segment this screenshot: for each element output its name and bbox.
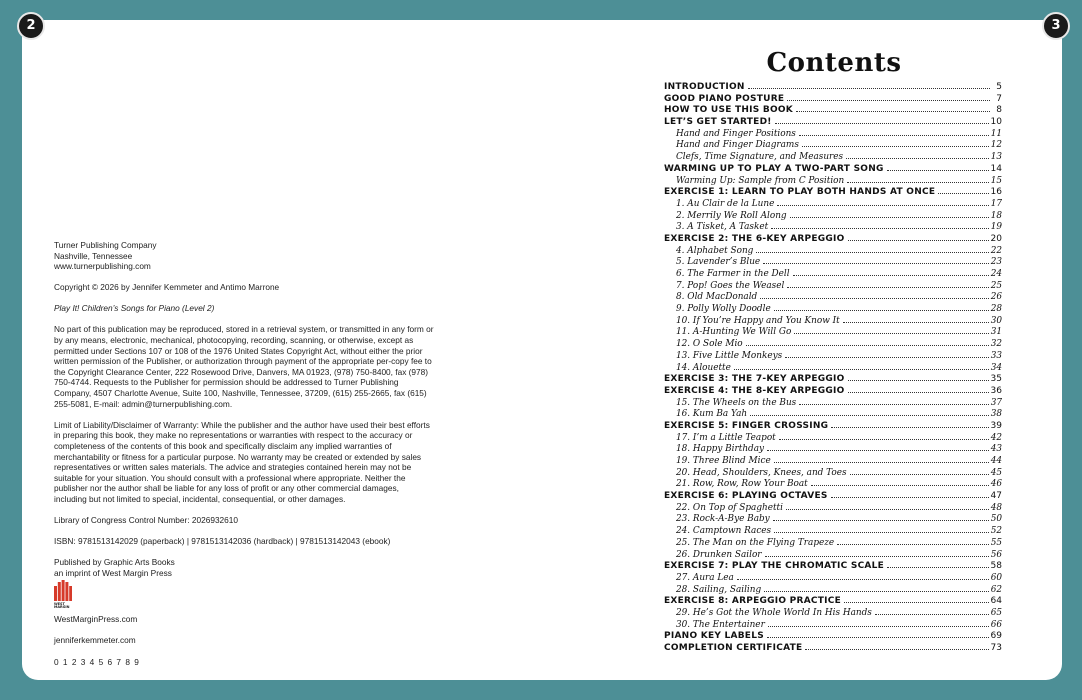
toc-entry-page: 7 xyxy=(996,93,1002,104)
dot-leader xyxy=(799,135,989,136)
toc-entry-page: 11 xyxy=(990,128,1002,139)
toc-entry-label: EXERCISE 6: PLAYING OCTAVES xyxy=(664,491,828,502)
toc-entry-label: Hand and Finger Diagrams xyxy=(676,140,799,151)
toc-entry xyxy=(664,585,1002,597)
dot-leader xyxy=(760,298,988,299)
dot-leader xyxy=(831,497,989,498)
toc-entry-page: 16 xyxy=(990,187,1002,198)
toc-entry-label: 12. O Sole Mio xyxy=(676,339,743,350)
dot-leader xyxy=(779,439,989,440)
toc-entry xyxy=(664,316,1002,328)
toc-entry-label: 4. Alphabet Song xyxy=(676,245,754,256)
toc-entry-page: 5 xyxy=(996,82,1002,92)
toc-entry-page: 50 xyxy=(990,514,1002,525)
toc-entry xyxy=(664,164,1002,176)
book-title: Play It! Children’s Songs for Piano (Level 2) xyxy=(54,303,215,314)
toc-entry-page: 32 xyxy=(990,339,1002,350)
toc-entry-page: 25 xyxy=(990,280,1002,291)
dot-leader xyxy=(799,404,988,405)
toc-entry-page: 13 xyxy=(990,152,1002,163)
toc-entry-page: 28 xyxy=(990,304,1002,315)
toc-entry xyxy=(664,281,1002,293)
dot-leader xyxy=(790,217,989,218)
toc-entry-label: EXERCISE 3: THE 7-KEY ARPEGGIO xyxy=(664,374,845,385)
dot-leader xyxy=(774,462,989,463)
toc-entry-label: 22. On Top of Spaghetti xyxy=(676,502,783,513)
toc-entry-label: 19. Three Blind Mice xyxy=(676,456,771,466)
toc-entry xyxy=(664,386,1002,398)
toc-entry-page: 38 xyxy=(990,409,1002,420)
toc-entry xyxy=(664,211,1002,223)
toc-entry-page: 37 xyxy=(990,397,1002,408)
toc-entry-page: 35 xyxy=(990,374,1002,385)
toc-entry-page: 44 xyxy=(990,456,1002,466)
toc-entry-label: Hand and Finger Positions xyxy=(676,128,796,139)
website-author: jenniferkemmeter.com xyxy=(54,635,136,646)
toc-entry-page: 19 xyxy=(990,222,1002,233)
toc-entry xyxy=(664,456,1002,468)
toc-entry xyxy=(664,620,1002,632)
toc-entry-label: EXERCISE 1: LEARN TO PLAY BOTH HANDS AT ONCE xyxy=(664,187,936,198)
dot-leader xyxy=(748,88,990,89)
toc-entry-page: 17 xyxy=(990,198,1002,209)
toc-entry xyxy=(664,433,1002,445)
toc-entry-label: 7. Pop! Goes the Weasel xyxy=(676,280,785,291)
toc-entry-page: 12 xyxy=(990,140,1002,151)
toc-entry-page: 23 xyxy=(990,257,1002,268)
dot-leader xyxy=(787,100,990,101)
toc-entry-page: 20 xyxy=(990,233,1002,244)
toc-entry xyxy=(664,421,1002,433)
dot-leader xyxy=(850,474,989,475)
rights-notice: No part of this publication may be reproduced, stored in a retrieval system, or transmitted in any form or by any means, electronic, mechanical, photocopying, recording, scanning, or otherwise, except as permitted under Sections 107 or 108 of the 1976 United States Copyright Act, without either the prior written permission of the Publisher, or authorization through payment of the appropriate per-copy fee to the Copyright Clearance Center, 222 Rosewood Drive, Danvers, MA 01923, (978) 750-8400, fax (978) 750-4744. Requests to the Publisher for permission should be addressed to Turner Publishing Company, 4507 Charlotte Avenue, Suite 100, Nashville, Tennessee, 37209, (615) 255-2665, fax (615) 255-5081, E-mail: admin@turnerpublishing.com. xyxy=(54,324,434,409)
dot-leader xyxy=(777,205,988,206)
toc-entry xyxy=(664,526,1002,538)
dot-leader xyxy=(844,602,989,603)
toc-entry xyxy=(664,292,1002,304)
toc-entry-page: 36 xyxy=(990,385,1002,396)
toc-entry-page: 69 xyxy=(990,631,1002,642)
printing-line: 0 1 2 3 4 5 6 7 8 9 xyxy=(54,656,140,667)
dot-leader xyxy=(737,579,989,580)
toc-entry-page: 31 xyxy=(990,327,1002,338)
toc-entry-page: 58 xyxy=(990,561,1002,572)
toc-entry xyxy=(664,363,1002,375)
publisher-address: Turner Publishing Company Nashville, Tennessee www.turnerpublishing.com xyxy=(54,240,157,272)
toc-entry-page: 66 xyxy=(990,619,1002,630)
toc-entry-page: 24 xyxy=(990,269,1002,279)
toc-entry xyxy=(664,643,1002,655)
dot-leader xyxy=(775,123,989,124)
toc-entry-page: 30 xyxy=(990,315,1002,326)
toc-entry-label: 29. He’s Got the Whole World In His Hands xyxy=(676,607,872,618)
toc-entry-page: 73 xyxy=(990,643,1002,653)
toc-entry xyxy=(664,187,1002,199)
toc-entry-page: 8 xyxy=(996,105,1002,116)
toc-entry xyxy=(664,117,1002,129)
dot-leader xyxy=(734,369,989,370)
toc-entry-label: WARMING UP TO PLAY A TWO-PART SONG xyxy=(664,163,884,174)
website-publisher: WestMarginPress.com xyxy=(54,614,138,625)
toc-entry xyxy=(664,444,1002,456)
liability-disclaimer: Limit of Liability/Disclaimer of Warranty: While the publisher and the author have used their best efforts in preparing this book, they make no representations or warranties with respect to the accuracy or completeness of the contents of this book and specifically disclaim any implied warranties of merchantability or fitness for a particular purpose. No warranty may be created or extended by sales representatives or written sales materials. The advice and strategies contained herein may not be suitable for your situation. You should consult with a professional where appropriate. Neither the publisher nor the author shall be liable for any loss of profit or any other commercial damages, including but not limited to special, incidental, consequential, or other damages. xyxy=(54,419,430,504)
toc-entry xyxy=(664,468,1002,480)
toc-entry-page: 34 xyxy=(990,362,1002,373)
dot-leader xyxy=(767,450,989,451)
toc-entry-page: 56 xyxy=(990,549,1002,560)
toc-entry-label: 5. Lavender’s Blue xyxy=(676,257,761,268)
toc-entry xyxy=(664,257,1002,269)
toc-entry xyxy=(664,573,1002,585)
toc-entry xyxy=(664,608,1002,620)
toc-entry-label: 28. Sailing, Sailing xyxy=(676,584,762,595)
lccn-line: Library of Congress Control Number: 2026932610 xyxy=(54,514,239,525)
dot-leader xyxy=(785,357,989,358)
toc-entry-label: 25. The Man on the Flying Trapeze xyxy=(676,537,835,548)
toc-entry-label: HOW TO USE THIS BOOK xyxy=(664,105,794,116)
toc-entry-label: EXERCISE 7: PLAY THE CHROMATIC SCALE xyxy=(664,561,885,572)
toc-entry-label: 16. Kum Ba Yah xyxy=(676,409,748,420)
isbn-line: ISBN: 9781513142029 (paperback) | 9781513142036 (hardback) | 9781513142043 (ebook) xyxy=(54,536,391,547)
toc-entry-label: 17. I’m a Little Teapot xyxy=(676,432,776,443)
west-margin-press-logo xyxy=(54,580,72,610)
toc-entry xyxy=(664,538,1002,550)
toc-entry-page: 39 xyxy=(990,420,1002,431)
book-spread xyxy=(22,20,1062,680)
toc-entry xyxy=(664,503,1002,515)
toc-entry xyxy=(664,374,1002,386)
toc-entry-label: 1. Au Clair de la Lune xyxy=(676,198,775,209)
dot-leader xyxy=(846,158,989,159)
toc-entry xyxy=(664,339,1002,351)
dot-leader xyxy=(887,170,989,171)
toc-entry-label: 23. Rock-A-Bye Baby xyxy=(676,514,770,525)
dot-leader xyxy=(764,591,989,592)
svg-text:WEST: WEST xyxy=(54,602,65,607)
toc-entry-label: 18. Happy Birthday xyxy=(676,444,765,455)
toc-entry-page: 52 xyxy=(990,526,1002,537)
toc-entry-label: 11. A-Hunting We Will Go xyxy=(676,327,792,338)
toc-entry xyxy=(664,129,1002,141)
dot-leader xyxy=(875,614,989,615)
toc-entry xyxy=(664,550,1002,562)
dot-leader xyxy=(843,322,989,323)
toc-entry-label: EXERCISE 2: THE 6-KEY ARPEGGIO xyxy=(664,233,845,244)
toc-entry xyxy=(664,152,1002,164)
toc-entry-label: 20. Head, Shoulders, Knees, and Toes xyxy=(676,467,847,478)
toc-entry-page: 43 xyxy=(990,444,1002,455)
toc-entry-label: 9. Polly Wolly Doodle xyxy=(676,304,771,315)
toc-entry-page: 42 xyxy=(990,432,1002,443)
toc-entry-label: COMPLETION CERTIFICATE xyxy=(664,643,803,653)
toc-entry-page: 18 xyxy=(990,210,1002,221)
dot-leader xyxy=(763,263,989,264)
dot-leader xyxy=(793,275,989,276)
dot-leader xyxy=(847,182,988,183)
page-number-right: 3 xyxy=(1042,12,1070,40)
dot-leader xyxy=(938,193,988,194)
dot-leader xyxy=(848,392,989,393)
toc-entry-label: 26. Drunken Sailor xyxy=(676,549,762,560)
copyright-line: Copyright © 2026 by Jennifer Kemmeter and Antimo Marrone xyxy=(54,282,280,293)
toc-entry xyxy=(664,327,1002,339)
dot-leader xyxy=(796,111,990,112)
toc-entry-page: 10 xyxy=(990,117,1002,128)
dot-leader xyxy=(837,544,989,545)
toc-entry-page: 45 xyxy=(990,467,1002,478)
toc-entry-label: LET’S GET STARTED! xyxy=(664,117,772,128)
toc-entry-label: 3. A Tisket, A Tasket xyxy=(676,222,769,233)
toc-entry-label: INTRODUCTION xyxy=(664,82,745,92)
copyright-page xyxy=(54,240,434,678)
toc-entry-label: 21. Row, Row, Row Your Boat xyxy=(676,479,808,490)
toc-entry-label: 30. The Entertainer xyxy=(676,619,765,630)
toc-entry-page: 48 xyxy=(990,502,1002,513)
dot-leader xyxy=(805,649,988,650)
toc-entry xyxy=(664,94,1002,106)
toc-entry xyxy=(664,222,1002,234)
toc-entry-page: 15 xyxy=(990,175,1002,186)
page-number-left: 2 xyxy=(17,12,45,40)
toc-entry-label: 10. If You’re Happy and You Know It xyxy=(676,315,840,326)
dot-leader xyxy=(746,345,989,346)
dot-leader xyxy=(750,415,989,416)
toc-entry xyxy=(664,176,1002,188)
dot-leader xyxy=(756,252,988,253)
dot-leader xyxy=(765,556,989,557)
toc-entry-page: 47 xyxy=(990,491,1002,502)
dot-leader xyxy=(802,146,989,147)
toc-entry-label: 8. Old MacDonald xyxy=(676,292,758,303)
toc-entry-label: GOOD PIANO POSTURE xyxy=(664,93,785,104)
toc-entry-label: 6. The Farmer in the Dell xyxy=(676,269,790,279)
dot-leader xyxy=(774,532,989,533)
dot-leader xyxy=(887,567,989,568)
toc-entry xyxy=(664,82,1002,94)
toc-entry-label: EXERCISE 4: THE 8-KEY ARPEGGIO xyxy=(664,385,845,396)
dot-leader xyxy=(831,427,988,428)
toc-entry-label: Warming Up: Sample from C Position xyxy=(676,175,845,186)
toc-entry xyxy=(664,491,1002,503)
toc-entry-label: 27. Aura Lea xyxy=(676,572,734,583)
toc-entry-label: EXERCISE 8: ARPEGGIO PRACTICE xyxy=(664,596,842,607)
toc-entry xyxy=(664,398,1002,410)
dot-leader xyxy=(767,637,989,638)
published-by: Published by Graphic Arts Books an imprint of West Margin Press xyxy=(54,557,175,578)
toc-entry-page: 14 xyxy=(990,163,1002,174)
toc-entry xyxy=(664,351,1002,363)
toc-entry-label: EXERCISE 5: FINGER CROSSING xyxy=(664,420,829,431)
toc-entry-page: 64 xyxy=(990,596,1002,607)
toc-entry xyxy=(664,304,1002,316)
toc-entry-page: 26 xyxy=(990,292,1002,303)
dot-leader xyxy=(811,485,989,486)
dot-leader xyxy=(848,380,989,381)
dot-leader xyxy=(773,520,989,521)
toc-entry-label: 14. Alouette xyxy=(676,362,731,373)
toc-entry-label: 2. Merrily We Roll Along xyxy=(676,210,787,221)
dot-leader xyxy=(774,310,989,311)
toc-entry xyxy=(664,234,1002,246)
toc-entry-label: 15. The Wheels on the Bus xyxy=(676,397,797,408)
dot-leader xyxy=(786,509,989,510)
toc-entry xyxy=(664,409,1002,421)
dot-leader xyxy=(787,287,988,288)
toc-entry-page: 55 xyxy=(990,537,1002,548)
contents-title: Contents xyxy=(766,48,902,78)
toc-entry-label: Clefs, Time Signature, and Measures xyxy=(676,152,844,163)
svg-text:MARGIN: MARGIN xyxy=(54,605,70,610)
toc-entry xyxy=(664,199,1002,211)
toc-entry-page: 33 xyxy=(990,350,1002,361)
toc-entry-page: 46 xyxy=(990,479,1002,490)
toc-entry-page: 22 xyxy=(990,245,1002,256)
toc-entry xyxy=(664,596,1002,608)
toc-entry xyxy=(664,140,1002,152)
dot-leader xyxy=(768,626,989,627)
toc-entry xyxy=(664,269,1002,281)
toc-entry xyxy=(664,105,1002,117)
toc-entry-label: 24. Camptown Races xyxy=(676,526,772,537)
toc-list xyxy=(664,82,1002,655)
toc-entry xyxy=(664,479,1002,491)
toc-entry xyxy=(664,631,1002,643)
toc-entry xyxy=(664,561,1002,573)
toc-entry-label: 13. Five Little Monkeys xyxy=(676,350,783,361)
toc-entry xyxy=(664,246,1002,258)
dot-leader xyxy=(794,333,988,334)
toc-entry-page: 62 xyxy=(990,584,1002,595)
table-of-contents xyxy=(664,46,1002,655)
toc-entry xyxy=(664,514,1002,526)
dot-leader xyxy=(771,228,989,229)
toc-entry-page: 65 xyxy=(990,607,1002,618)
dot-leader xyxy=(848,240,989,241)
toc-entry-page: 60 xyxy=(990,572,1002,583)
toc-entry-label: PIANO KEY LABELS xyxy=(664,631,764,642)
